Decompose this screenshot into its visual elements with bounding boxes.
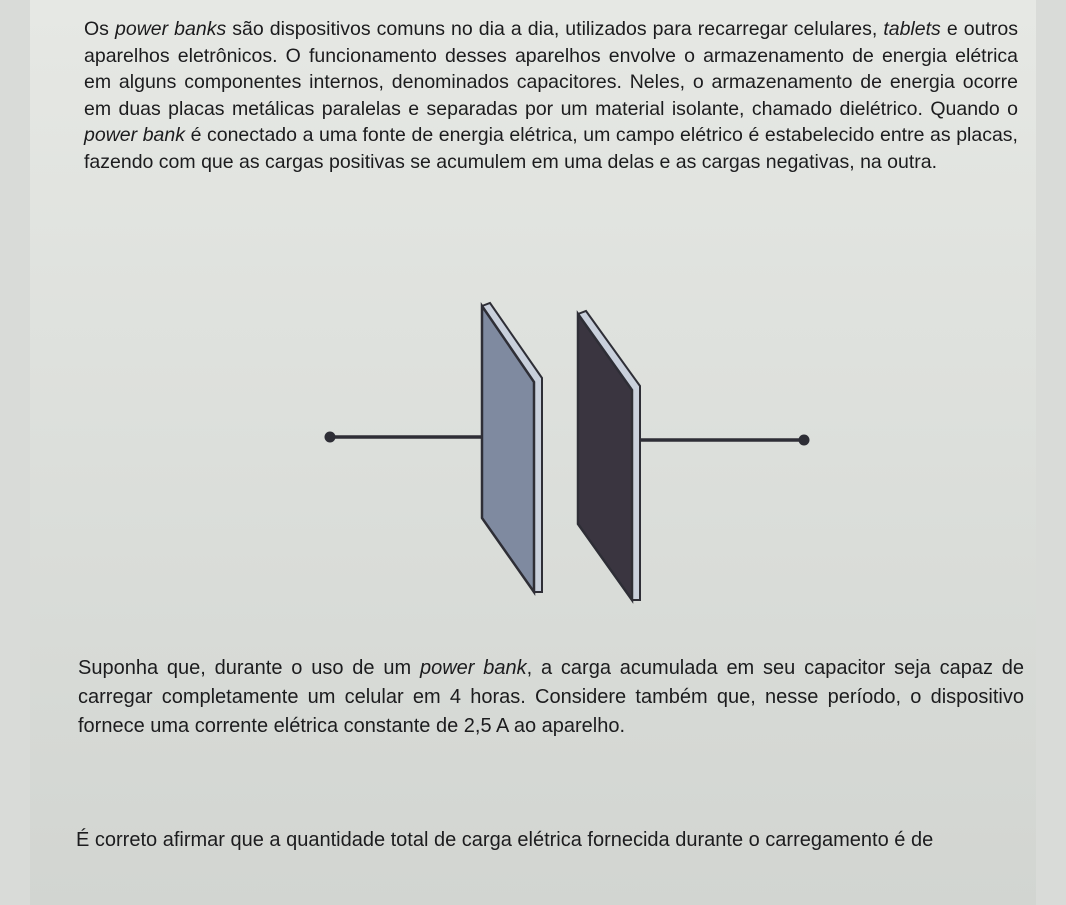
intro-text-4: é conectado a uma fonte de energia elétrica, um campo elétrico é estabelecido entre as placas, fazendo com que as cargas positivas se acumulem em uma delas e as cargas negativas, na outra. <box>84 124 1018 173</box>
question-paragraph <box>76 826 1026 855</box>
intro-paragraph <box>84 16 1018 175</box>
intro-term-tablets: tablets <box>883 18 941 40</box>
right-terminal <box>799 435 810 446</box>
intro-text-1: Os <box>84 18 115 40</box>
intro-term-power-bank: power bank <box>84 124 185 146</box>
intro-term-power-banks: power banks <box>115 18 227 40</box>
left-terminal <box>325 432 336 443</box>
right-plate <box>578 314 632 600</box>
left-plate <box>482 306 534 592</box>
scenario-text-2: , a carga acumulada em seu capacitor seja capaz de carregar completamente um celular em 4 horas. Considere também que, nesse período, o dispositivo fornece uma corrente elétrica constante de 2,5 A ao aparelho. <box>78 657 1025 737</box>
question-page <box>30 0 1036 905</box>
intro-text-2: são dispositivos comuns no dia a dia, utilizados para recarregar celulares, <box>226 18 884 40</box>
capacitor-diagram <box>310 300 830 610</box>
scenario-term-power-bank: power bank <box>419 657 527 679</box>
intro-text-3: e outros aparelhos eletrônicos. O funcionamento desses aparelhos envolve o armazenamento de energia elétrica em alguns componentes internos, denominados capacitores. Neles, o armazenamento de energia ocorre em duas placas metálicas paralelas e separadas por um material isolante, chamado dielétrico. Quando o <box>84 18 1018 120</box>
scenario-text-1: Suponha que, durante o uso de um <box>78 657 420 679</box>
question-text: É correto afirmar que a quantidade total de carga elétrica fornecida durante o carregamento é de <box>76 829 934 851</box>
scenario-paragraph <box>78 654 1024 741</box>
